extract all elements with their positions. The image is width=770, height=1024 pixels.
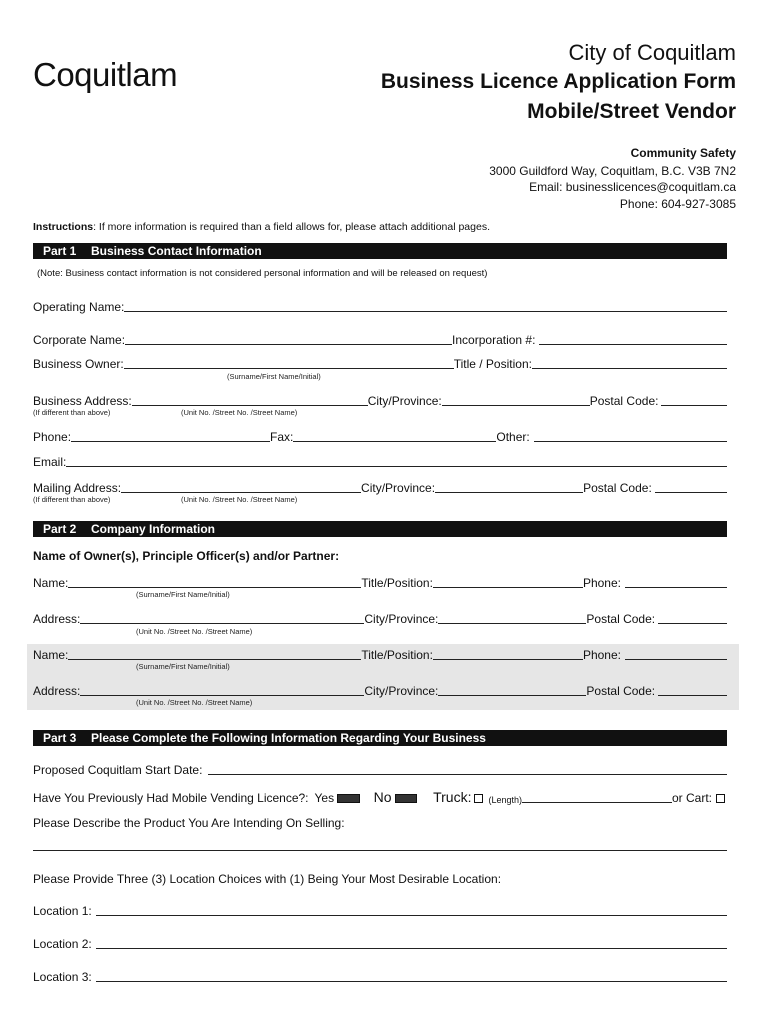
part2-header bbox=[33, 521, 727, 537]
fax-field[interactable] bbox=[293, 429, 496, 442]
owner2-address-hint: (Unit No. /Street No. /Street Name) bbox=[136, 698, 253, 707]
logo-text: Coquitlam bbox=[33, 56, 178, 93]
business-city-label: City/Province: bbox=[367, 394, 442, 408]
yes-checkbox[interactable] bbox=[337, 794, 360, 803]
location2-row bbox=[33, 933, 727, 951]
corporate-name-row bbox=[33, 329, 727, 347]
mailing-address-row bbox=[33, 477, 727, 495]
length-label: (Length) bbox=[488, 795, 522, 805]
part1-number: Part 1 bbox=[43, 244, 77, 258]
owner2-address-row bbox=[33, 680, 727, 698]
owner1-phone-field[interactable] bbox=[625, 575, 727, 588]
location2-field[interactable] bbox=[96, 936, 727, 949]
part3-number: Part 3 bbox=[43, 731, 77, 745]
locations-intro-label: Please Provide Three (3) Location Choices with (1) Being Your Most Desirable Location: bbox=[33, 872, 502, 886]
part3-header bbox=[33, 730, 727, 746]
phone-field[interactable] bbox=[71, 429, 270, 442]
owners-subheading: Name of Owner(s), Principle Officer(s) and/or Partner: bbox=[33, 549, 340, 563]
instructions-label: Instructions bbox=[33, 221, 94, 233]
mailing-postal-field[interactable] bbox=[655, 480, 727, 493]
operating-name-field[interactable] bbox=[124, 299, 727, 312]
truck-label: Truck: bbox=[433, 789, 472, 805]
instructions bbox=[33, 221, 490, 233]
business-city-field[interactable] bbox=[442, 393, 590, 406]
truck-checkbox[interactable] bbox=[474, 794, 483, 803]
part1-title: Business Contact Information bbox=[91, 244, 262, 258]
mailing-city-field[interactable] bbox=[435, 480, 583, 493]
owner2-phone-label: Phone: bbox=[582, 648, 621, 662]
owner1-address-hint: (Unit No. /Street No. /Street Name) bbox=[136, 627, 253, 636]
phone-row bbox=[33, 426, 727, 444]
email-row bbox=[33, 451, 727, 469]
business-address-field[interactable] bbox=[132, 393, 368, 406]
operating-name-row bbox=[33, 296, 727, 314]
form-title: Business Licence Application Form bbox=[380, 70, 736, 93]
owner2-name-hint: (Surname/First Name/Initial) bbox=[136, 662, 230, 671]
other-field[interactable] bbox=[534, 429, 727, 442]
locations-intro-row bbox=[33, 868, 727, 886]
start-date-row bbox=[33, 759, 727, 777]
owner1-title-field[interactable] bbox=[433, 575, 583, 588]
business-address-row bbox=[33, 390, 727, 408]
owner1-phone-label: Phone: bbox=[582, 576, 621, 590]
owner2-address-field[interactable] bbox=[80, 683, 364, 696]
owner2-address-label: Address: bbox=[33, 684, 81, 698]
no-checkbox[interactable] bbox=[395, 794, 418, 803]
owner-title-field[interactable] bbox=[532, 356, 727, 369]
previous-licence-row bbox=[33, 785, 727, 805]
business-postal-label: Postal Code: bbox=[589, 394, 659, 408]
phone-label: Phone: bbox=[33, 430, 72, 444]
part1-header bbox=[33, 243, 727, 259]
email-label: Email: bbox=[33, 455, 67, 469]
office-email: Email: businesslicences@coquitlam.ca bbox=[529, 180, 736, 194]
owner1-address-row bbox=[33, 608, 727, 626]
corporate-name-label: Corporate Name: bbox=[33, 333, 126, 347]
owner1-postal-field[interactable] bbox=[658, 611, 727, 624]
owner2-name-row bbox=[33, 644, 727, 662]
truck-length-field[interactable] bbox=[522, 790, 672, 803]
city-name: City of Coquitlam bbox=[568, 40, 736, 65]
mailing-address-label: Mailing Address: bbox=[33, 481, 122, 495]
mailing-address-hint-different: (If different than above) bbox=[33, 495, 111, 504]
owner1-city-field[interactable] bbox=[438, 611, 586, 624]
incorporation-label: Incorporation #: bbox=[452, 333, 536, 347]
mailing-address-field[interactable] bbox=[121, 480, 361, 493]
location1-field[interactable] bbox=[96, 903, 727, 916]
owner2-phone-field[interactable] bbox=[625, 647, 727, 660]
mailing-city-label: City/Province: bbox=[361, 481, 436, 495]
office-address: 3000 Guildford Way, Coquitlam, B.C. V3B 7N2 bbox=[489, 164, 736, 178]
location3-label: Location 3: bbox=[33, 970, 92, 984]
office-phone: Phone: 604-927-3085 bbox=[619, 197, 736, 211]
fax-label: Fax: bbox=[270, 430, 294, 444]
operating-name-label: Operating Name: bbox=[33, 300, 125, 314]
location1-row bbox=[33, 900, 727, 918]
start-date-label: Proposed Coquitlam Start Date: bbox=[33, 763, 203, 777]
instructions-text: : If more information is required than a field allows for, please attach additional pages. bbox=[93, 221, 490, 233]
business-address-label: Business Address: bbox=[33, 394, 132, 408]
previous-licence-label: Have You Previously Had Mobile Vending Licence?: bbox=[33, 791, 309, 805]
owner2-name-field[interactable] bbox=[68, 647, 361, 660]
cart-checkbox[interactable] bbox=[716, 794, 725, 803]
mailing-address-hint-unit: (Unit No. /Street No. /Street Name) bbox=[181, 495, 298, 504]
business-postal-field[interactable] bbox=[661, 393, 727, 406]
owner1-address-field[interactable] bbox=[80, 611, 364, 624]
part3-title: Please Complete the Following Information Regarding Your Business bbox=[91, 731, 486, 745]
coquitlam-logo bbox=[33, 56, 177, 94]
owner1-city-label: City/Province: bbox=[364, 612, 439, 626]
business-address-hint-different: (If different than above) bbox=[33, 408, 111, 417]
business-owner-label: Business Owner: bbox=[33, 357, 124, 371]
yes-label: Yes bbox=[314, 791, 335, 805]
mailing-postal-label: Postal Code: bbox=[583, 481, 652, 495]
owner1-title-label: Title/Position: bbox=[361, 576, 433, 590]
owner2-name-label: Name: bbox=[33, 648, 69, 662]
product-description-field[interactable] bbox=[33, 850, 727, 851]
no-label: No bbox=[373, 789, 392, 805]
owner2-postal-field[interactable] bbox=[658, 683, 727, 696]
or-cart-label: or Cart: bbox=[672, 791, 713, 805]
owner1-name-label: Name: bbox=[33, 576, 69, 590]
location1-label: Location 1: bbox=[33, 904, 92, 918]
start-date-field[interactable] bbox=[208, 762, 727, 775]
part1-note: (Note: Business contact information is not considered personal information and will be released on request) bbox=[37, 268, 488, 279]
owner2-city-field[interactable] bbox=[438, 683, 586, 696]
business-owner-row bbox=[33, 353, 727, 371]
owner2-city-label: City/Province: bbox=[364, 684, 439, 698]
owner-name-hint: (Surname/First Name/Initial) bbox=[227, 372, 321, 381]
owner2-title-field[interactable] bbox=[433, 647, 583, 660]
location3-field[interactable] bbox=[96, 969, 727, 982]
owner1-postal-label: Postal Code: bbox=[586, 612, 656, 626]
other-label: Other: bbox=[496, 430, 530, 444]
business-address-hint-unit: (Unit No. /Street No. /Street Name) bbox=[181, 408, 298, 417]
owner1-name-row bbox=[33, 572, 727, 590]
owner2-title-label: Title/Position: bbox=[361, 648, 433, 662]
owner2-postal-label: Postal Code: bbox=[586, 684, 656, 698]
owner1-name-hint: (Surname/First Name/Initial) bbox=[136, 590, 230, 599]
owner-title-label: Title / Position: bbox=[453, 357, 532, 371]
department-name: Community Safety bbox=[630, 146, 736, 160]
incorporation-field[interactable] bbox=[539, 332, 727, 345]
form-subtitle: Mobile/Street Vendor bbox=[527, 100, 736, 123]
part2-number: Part 2 bbox=[43, 522, 77, 536]
business-owner-field[interactable] bbox=[124, 356, 454, 369]
location3-row bbox=[33, 966, 727, 984]
owner1-address-label: Address: bbox=[33, 612, 81, 626]
owner1-name-field[interactable] bbox=[68, 575, 361, 588]
describe-row bbox=[33, 812, 727, 830]
describe-label: Please Describe the Product You Are Intending On Selling: bbox=[33, 816, 345, 830]
corporate-name-field[interactable] bbox=[125, 332, 452, 345]
part2-title: Company Information bbox=[91, 522, 216, 536]
email-field[interactable] bbox=[66, 454, 727, 467]
location2-label: Location 2: bbox=[33, 937, 92, 951]
